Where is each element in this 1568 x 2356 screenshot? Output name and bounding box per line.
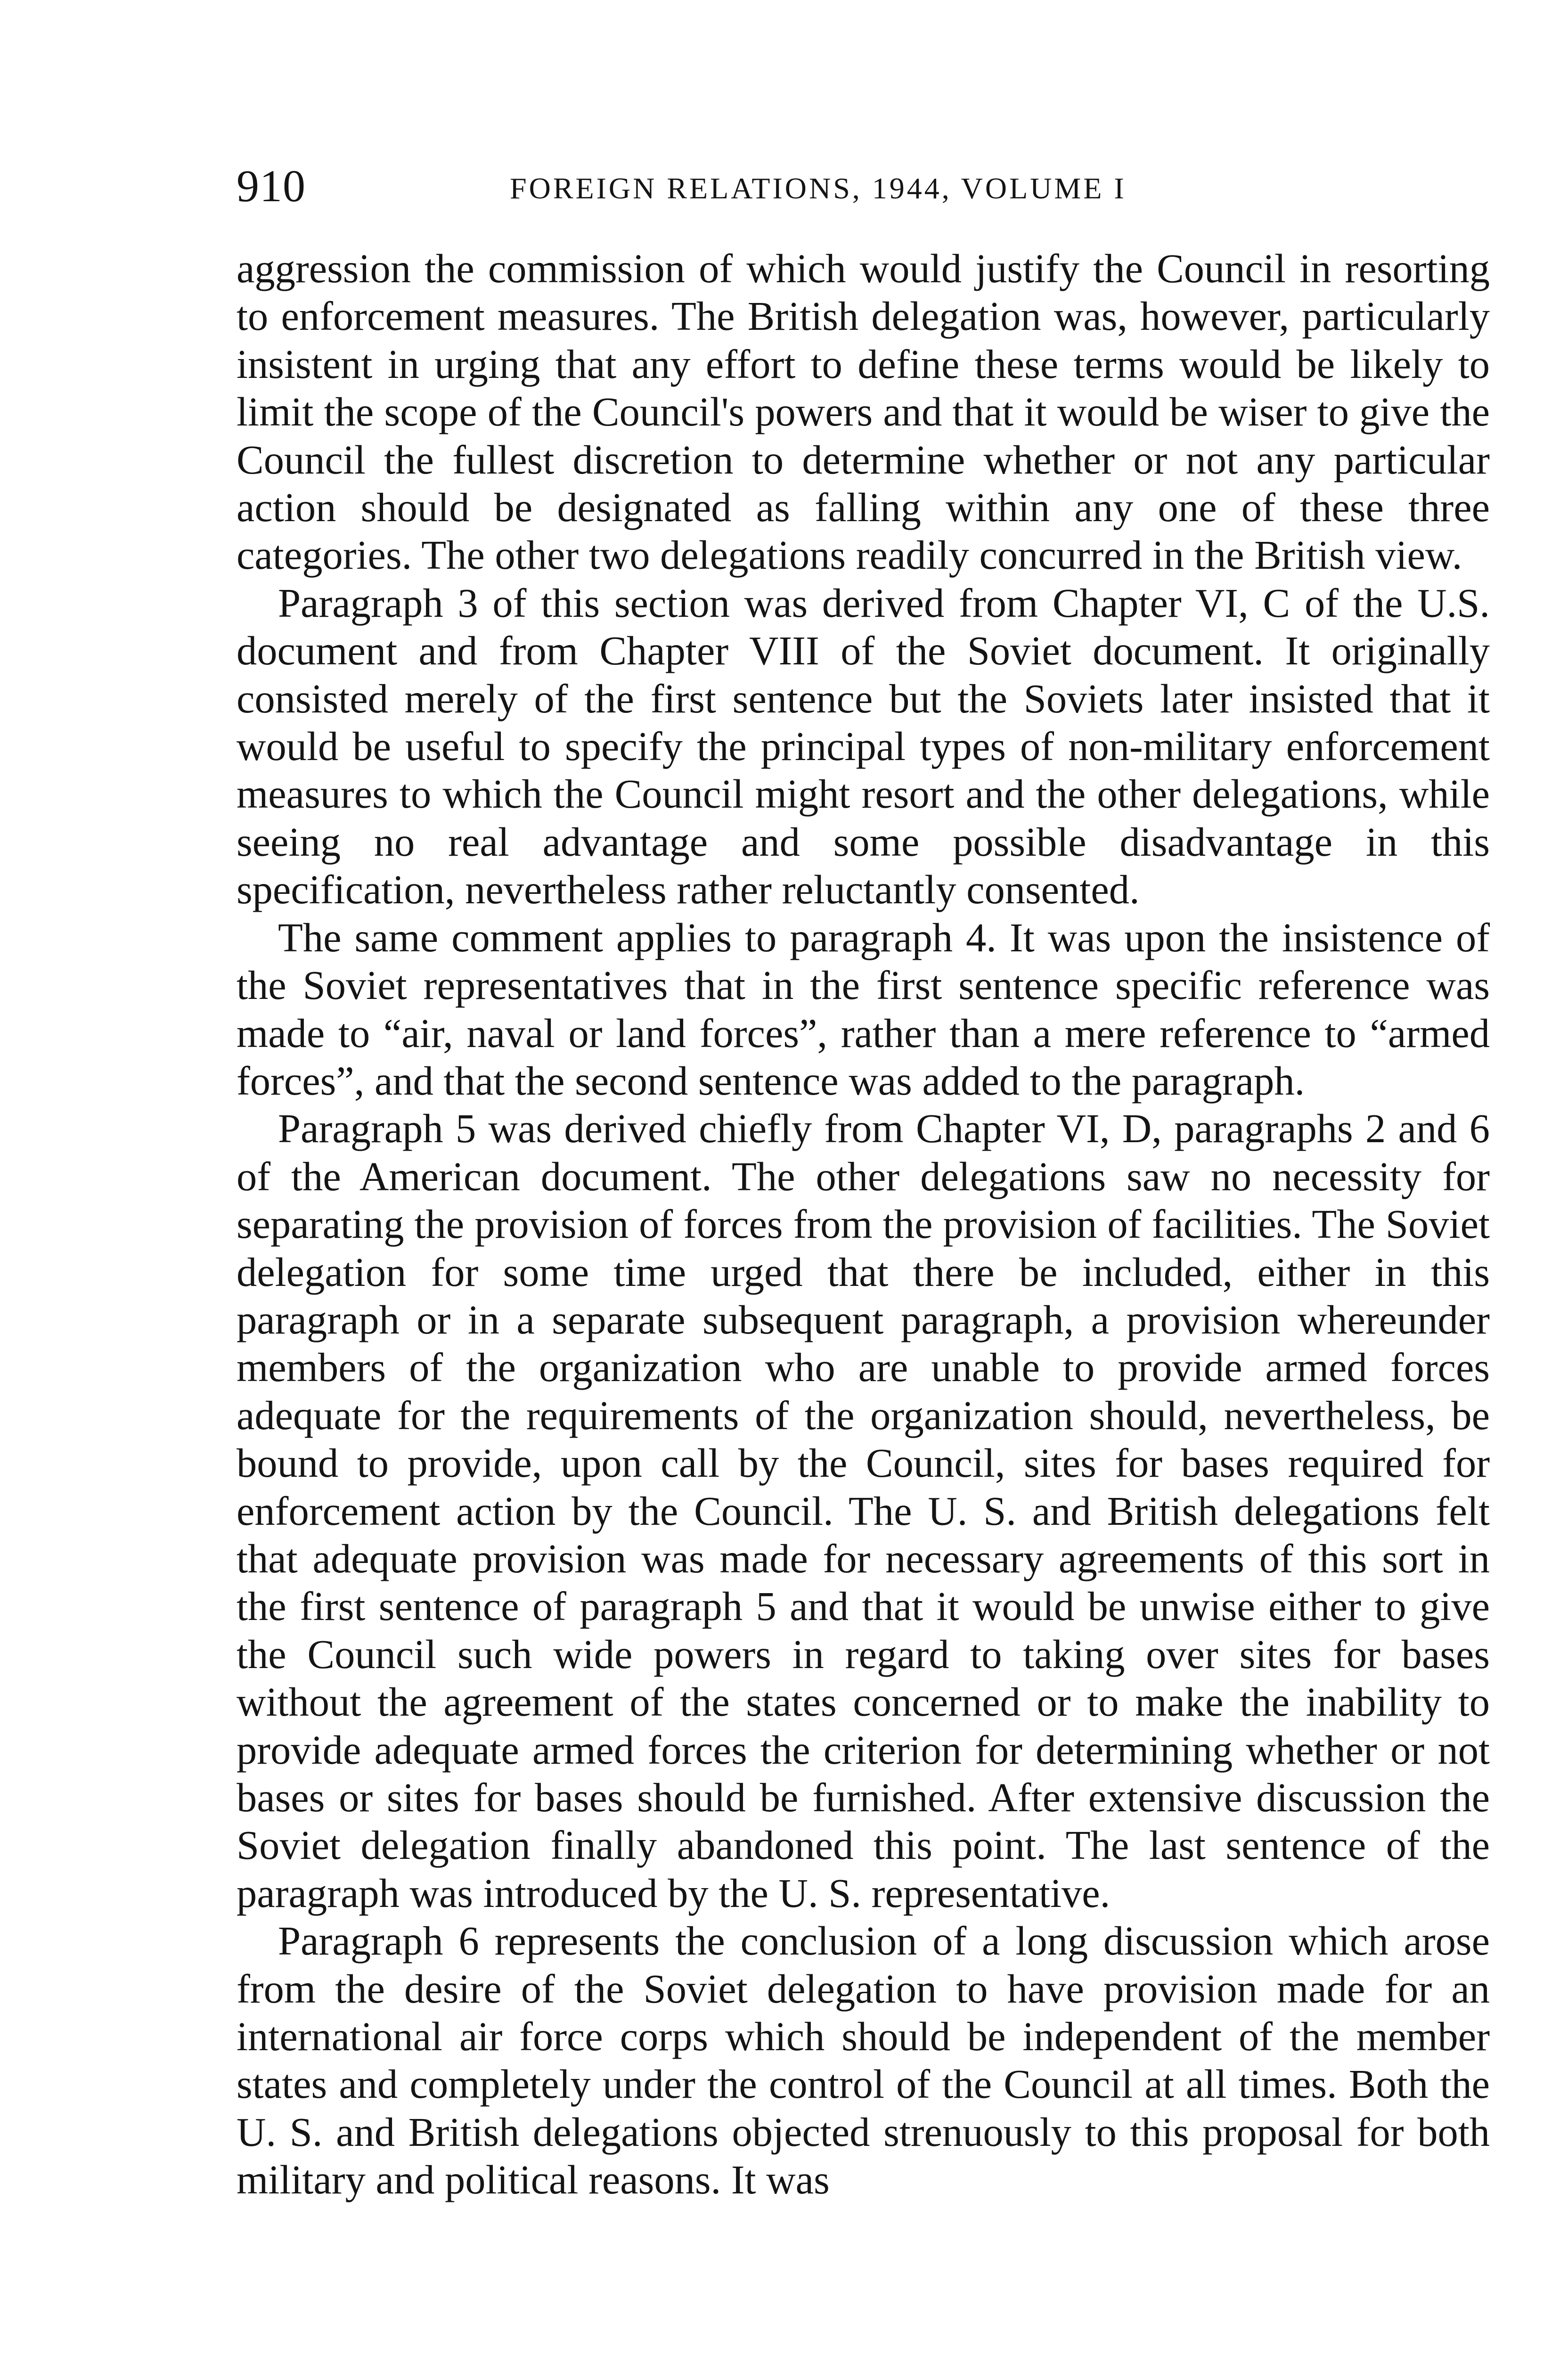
paragraph-4-commentary: The same comment applies to paragraph 4. It was upon the insistence of the Soviet representatives that in the first sentence specific reference was made to “air, naval or land forces”, rather than a mere reference to “armed forces”, and that the second sentence was added to the paragraph. (237, 915, 1490, 1104)
body-text (237, 245, 1490, 2204)
paragraph-5-commentary: Paragraph 5 was derived chiefly from Chapter VI, D, paragraphs 2 and 6 of the American document. The other delegations saw no necessity for separating the provision of forces from the provision of facilities. The Soviet delegation for some time urged that there be included, either in this paragraph or in a separate subsequent paragraph, a provision whereunder members of the organization who are unable to provide armed forces adequate for the requirements of the organization should, nevertheless, be bound to provide, upon call by the Council, sites for bases required for enforcement action by the Council. The U. S. and British delegations felt that adequate provision was made for necessary agreements of this sort in the first sentence of paragraph 5 and that it would be unwise either to give the Council such wide powers in regard to taking over sites for bases without the agreement of the states concerned or to make the inability to provide adequate armed forces the criterion for determining whether or not bases or sites for bases should be furnished. After extensive discussion the Soviet delegation finally abandoned this point. The last sentence of the paragraph was introduced by the U. S. representative. (237, 1106, 1490, 1916)
paragraph-3-commentary: Paragraph 3 of this section was derived from Chapter VI, C of the U.S. document and from Chapter VIII of the Soviet document. It originally consisted merely of the first sentence but the Soviets later insisted that it would be useful to specify the principal types of non-military enforcement measures to which the Council might resort and the other delegations, while seeing no real advantage and some possible disadvantage in this specification, nevertheless rather reluctantly consented. (237, 580, 1490, 913)
page-header (237, 160, 1490, 212)
page-number: 910 (237, 161, 306, 211)
paragraph-continuation: aggression the commission of which would justify the Council in resorting to enforcement measures. The British delegation was, however, particularly insistent in urging that any effort to define these terms would be likely to limit the scope of the Council's powers and that it would be wiser to give the Council the fullest discretion to determine whether or not any particular action should be designated as falling within any one of these three categories. The other two delegations readily concurred in the British view. (237, 246, 1490, 578)
running-title: FOREIGN RELATIONS, 1944, VOLUME I (510, 172, 1127, 205)
paragraph-6-commentary: Paragraph 6 represents the conclusion of a long discussion which arose from the desire of the Soviet delegation to have provision made for an international air force corps which should be independent of the member states and completely under the control of the Council at all times. Both the U. S. and British delegations objected strenuously to this proposal for both military and political reasons. It was (237, 1918, 1490, 2203)
